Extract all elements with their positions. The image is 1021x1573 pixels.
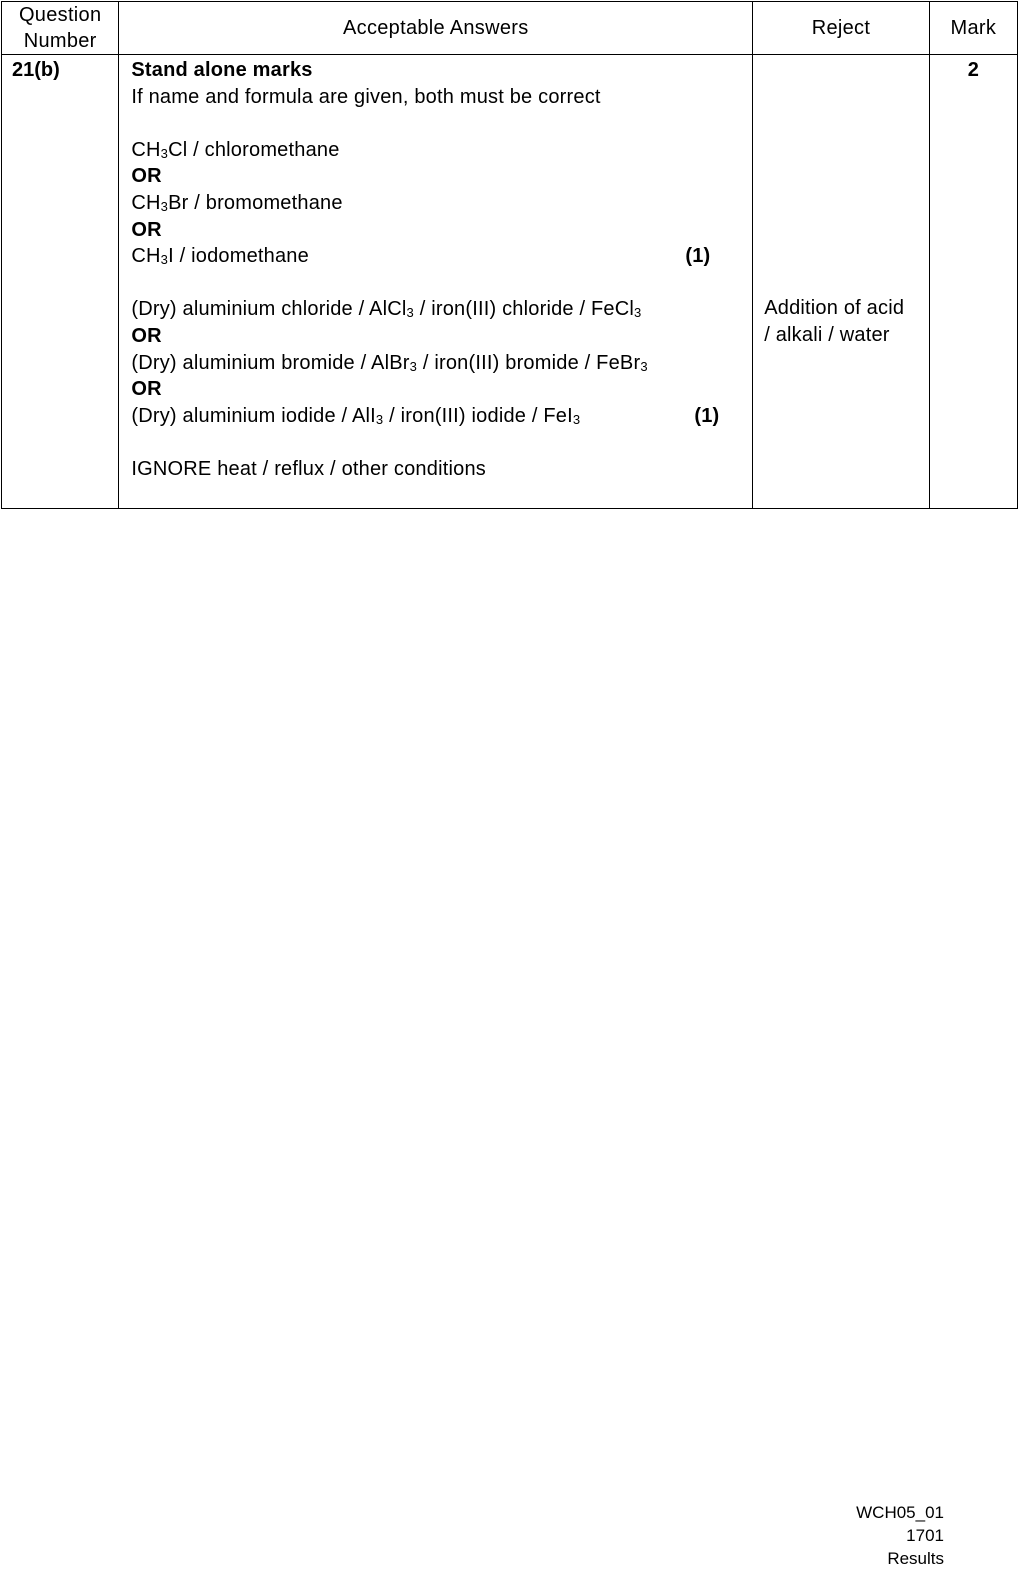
reject-cell [753, 55, 930, 509]
second-mark-option-3: (Dry) aluminium iodide / AlI$_3$ / iron(III) iodide / FeI$_3$ (1) [131, 403, 740, 430]
question-number-cell: 21(b) [2, 55, 119, 509]
footer-session: 1701 [906, 1526, 944, 1545]
first-mark-value: (1) [685, 245, 711, 268]
footer-results: Results [887, 1549, 944, 1568]
or-separator: OR [131, 378, 162, 401]
stand-alone-heading: Stand alone marks [131, 59, 313, 81]
ignore-note: IGNORE heat / reflux / other conditions [131, 457, 486, 480]
first-mark-option-1: $CH_3Cl$ / chloromethane [131, 138, 340, 161]
table-row [2, 55, 1018, 509]
or-separator: OR [131, 218, 162, 241]
header-question-number-label: Question Number [18, 4, 102, 52]
header-mark: Mark [929, 2, 1017, 55]
first-mark-option-3: $CH_3I$ / iodomethane (1) [131, 243, 740, 270]
first-mark-option-2: $CH_3Br$ / bromomethane [131, 191, 343, 214]
header-reject: Reject [753, 2, 930, 55]
header-question-number [2, 2, 119, 55]
acceptable-answers-cell [119, 55, 753, 509]
header-acceptable-answers: Acceptable Answers [119, 2, 753, 55]
reject-text: Addition of acid / alkali / water [764, 297, 905, 346]
or-separator: OR [131, 324, 162, 347]
second-mark-option-1: (Dry) aluminium chloride / AlCl$_3$ / iron(III) chloride / FeCl$_3$ [131, 298, 642, 321]
answer-note: If name and formula are given, both must be correct [131, 85, 601, 108]
footer-paper-code: WCH05_01 [856, 1503, 944, 1522]
second-mark-value: (1) [694, 404, 720, 427]
second-mark-option-2: (Dry) aluminium bromide / AlBr$_3$ / iron(III) bromide / FeBr$_3$ [131, 351, 648, 374]
page-footer [856, 1501, 944, 1570]
header-row [2, 2, 1018, 55]
mark-cell: 2 [929, 55, 1017, 509]
or-separator: OR [131, 165, 162, 188]
mark-scheme-table [1, 1, 1018, 509]
